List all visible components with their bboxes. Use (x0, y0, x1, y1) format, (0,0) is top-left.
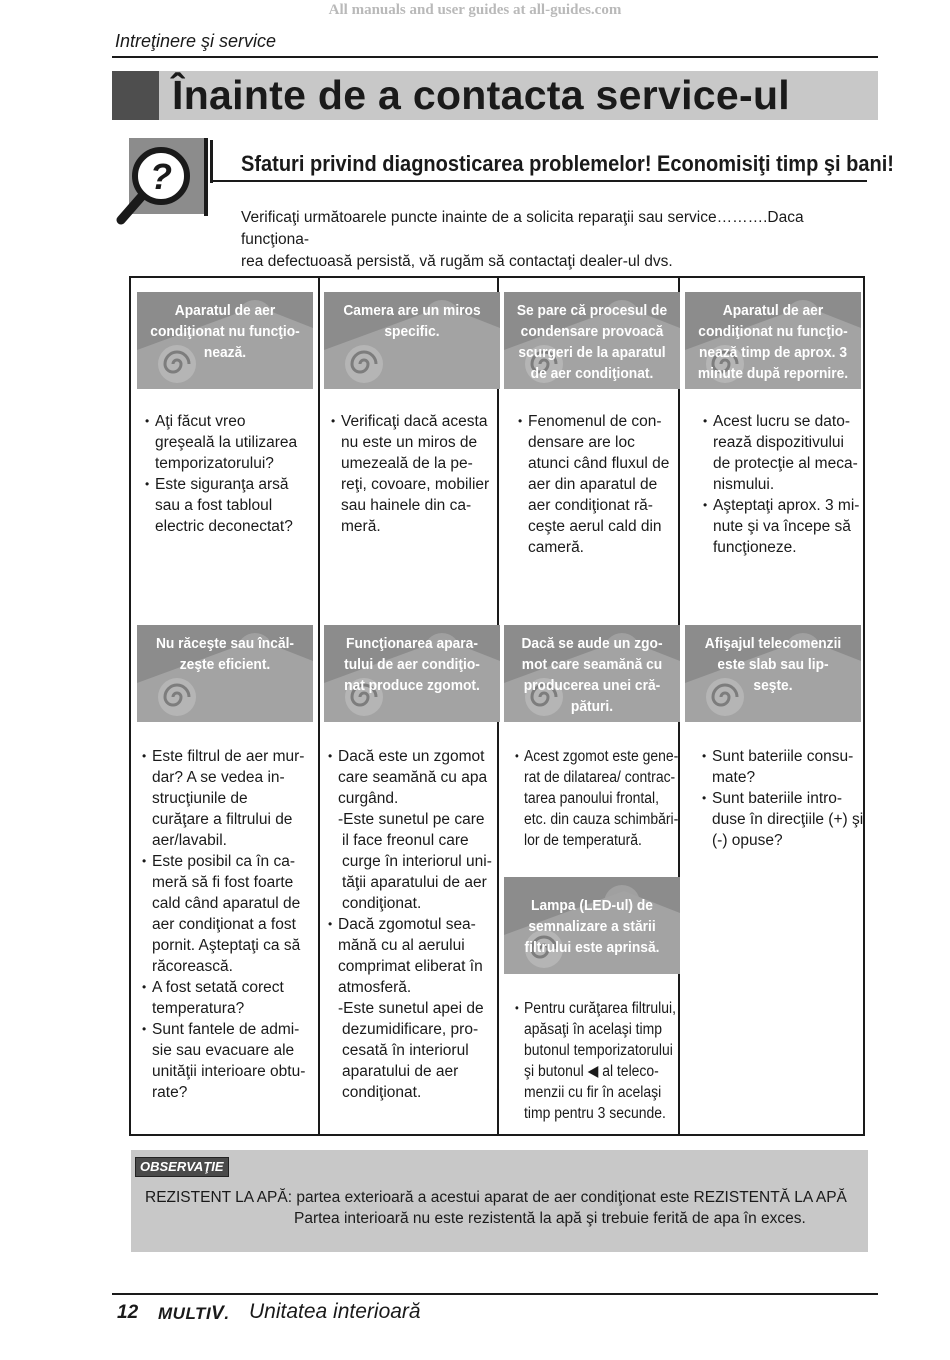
list-item: apăsaţi în acelaşi timp (524, 1021, 663, 1038)
list-item: dezumidificare, pro- (342, 1021, 479, 1038)
list-item: rate? (152, 1084, 188, 1101)
page-number: 12 (117, 1302, 139, 1323)
header-line: seşte. (753, 677, 793, 694)
note-badge: OBSERVAŢIE (135, 1157, 229, 1177)
list-item: lor de temperatură. (524, 832, 642, 849)
list-item: cameră. (528, 539, 584, 556)
list-item: aer condiţionat ră- (528, 497, 653, 514)
list-item: dar? A se vedea in- (152, 769, 285, 786)
header-line: nează. (203, 344, 247, 361)
list-item: curgând. (338, 790, 399, 807)
list-item: condiţionat. (342, 895, 422, 912)
list-item: rează dispozitivului (713, 434, 844, 451)
header-line: Dacă se aude un zgo- (521, 635, 663, 652)
list-item: • Este filtrul de aer mur- (142, 746, 305, 767)
solution-list (518, 411, 669, 558)
list-item: atunci când fluxul de (528, 455, 670, 472)
header-line: scurgeri de la aparatul (518, 344, 666, 361)
column-divider (318, 276, 320, 1136)
header-line: nat produce zgomot. (344, 677, 480, 694)
list-item: • Dacă zgomotul sea- (328, 914, 492, 935)
list-item: sau a fost tabloul (155, 497, 273, 514)
list-item: butonul temporizatorului (524, 1042, 673, 1059)
list-item: rat de dilatarea/ contrac- (524, 769, 676, 786)
header-line: nează timp de aprox. 3 (698, 344, 848, 361)
solution-list (328, 746, 492, 1103)
list-item: electric deconectat? (155, 518, 293, 535)
header-line: pături. (570, 698, 614, 715)
problem-header-filter-led (504, 877, 680, 974)
list-item: condiţionat. (342, 1084, 422, 1101)
footer-rule (112, 1293, 878, 1295)
subheading-underline (210, 180, 867, 182)
list-item: sie sau evacuare ale (152, 1042, 295, 1059)
list-item: atmosferă. (338, 979, 412, 996)
brand-main: MULTI (158, 1304, 212, 1323)
list-item: • Verificaţi dacă acesta (331, 411, 489, 432)
list-item: (-) opuse? (712, 832, 783, 849)
header-line: mot care seamănă cu (521, 656, 663, 673)
list-item: mate? (712, 769, 756, 786)
list-item: • Sunt bateriile intro- (702, 788, 863, 809)
list-item: cesată în interiorul (342, 1042, 469, 1059)
list-item: • Acest lucru se dato- (703, 411, 859, 432)
problem-header-noise (324, 625, 500, 722)
header-rule (112, 56, 878, 58)
list-item: menzii cu fir în acelaşi (524, 1084, 662, 1101)
list-item: ceşte aerul cald din (528, 518, 662, 535)
solution-list (515, 746, 678, 851)
list-item: funcţioneze. (713, 539, 797, 556)
list-item: • Sunt fantele de admi- (142, 1019, 305, 1040)
list-item: nu este un miros de (341, 434, 478, 451)
list-item: aer condiţionat a fost (152, 916, 296, 933)
solution-list (142, 746, 305, 1103)
list-item: • Este posibil ca în ca- (142, 851, 305, 872)
list-item: • Este siguranţa arsă (145, 474, 297, 495)
list-item: nismului. (713, 476, 775, 493)
list-item: temporizatorului? (155, 455, 274, 472)
brand-dot: . (224, 1304, 230, 1323)
list-item: aparatului de aer (342, 1063, 459, 1080)
note-text: Partea interioară nu este rezistentă la apă şi trebuie ferită de apa în exces. (294, 1210, 806, 1227)
header-line: Camera are un miros (343, 302, 481, 319)
header-line: Lampa (LED-ul) de (531, 897, 653, 914)
list-item: duse în direcţiile (+) şi (712, 811, 864, 828)
list-item: greşeală la utilizarea (155, 434, 298, 451)
list-item: aer/lavabil. (152, 832, 227, 849)
intro-paragraph (241, 207, 871, 273)
header-line: specific. (384, 323, 440, 340)
header-line: Nu răceşte sau încăl- (155, 635, 295, 652)
problem-header-condensation (504, 292, 680, 389)
section-label: Intreţinere şi service (115, 31, 277, 51)
list-item: etc. din cauza schimbări- (524, 811, 679, 828)
header-line: de aer condiţionat. (530, 365, 654, 382)
solution-list (145, 411, 297, 537)
solution-list (331, 411, 489, 537)
brand-v: V (211, 1303, 225, 1324)
problem-header-odor (324, 292, 500, 389)
solution-list (703, 411, 859, 558)
solution-list (702, 746, 863, 851)
list-item: curăţare a filtrului de (152, 811, 293, 828)
brand-logo (158, 1303, 230, 1325)
list-item: • Aşteptaţi aprox. 3 mi- (703, 495, 859, 516)
list-item: • Sunt bateriile consu- (702, 746, 863, 767)
list-item: de protecţie al meca- (713, 455, 858, 472)
page-title: Înainte de a contacta service-ul (172, 72, 790, 118)
footer-title: Unitatea interioară (249, 1300, 421, 1323)
list-item: aer din aparatul de (528, 476, 658, 493)
header-line: este slab sau lip- (717, 656, 829, 673)
intro-line: rea defectuoasă persistă, vă rugăm să contactaţi dealer-ul dvs. (241, 253, 673, 270)
list-item: strucţiunile de (152, 790, 248, 807)
problem-header-cooling (137, 625, 313, 722)
list-item: tăţii aparatului de aer (342, 874, 487, 891)
list-item: timp pentru 3 secunde. (524, 1105, 666, 1122)
list-item: meră să fi fost foarte (152, 874, 294, 891)
header-line: condiţionat nu funcţio- (150, 323, 300, 340)
list-item: temperatura? (152, 1000, 245, 1017)
list-item: • Aţi făcut vreo (145, 411, 297, 432)
list-item: cald când aparatul de (152, 895, 301, 912)
list-item: • A fost setată corect (142, 977, 305, 998)
list-item: reţi, covoare, mobilier (341, 476, 490, 493)
intro-line: Verificaţi următoarele puncte inainte de a solicita reparaţii sau service……….Daca funcţiona- (241, 209, 804, 248)
list-item: şi butonul ◀ al teleco- (524, 1063, 659, 1080)
list-item: • Pentru curăţarea filtrului, (515, 998, 676, 1019)
header-line: Funcţionarea apara- (346, 635, 478, 652)
watermark: All manuals and user guides at all-guides.com (328, 2, 622, 18)
header-line: condiţionat nu funcţio- (698, 323, 848, 340)
svg-text:?: ? (150, 156, 172, 197)
list-item: • Dacă este un zgomot (328, 746, 492, 767)
header-line: semnalizare a stării (528, 918, 656, 935)
problem-header-not-working (137, 292, 313, 389)
problem-header-remote-display (685, 625, 861, 722)
list-item: nute şi va începe să (713, 518, 851, 535)
subheading-rule (210, 140, 213, 183)
header-line: zeşte eficient. (179, 656, 271, 673)
title-accent-block (112, 71, 159, 120)
list-item: sau hainele din ca- (341, 497, 472, 514)
problem-header-cracking (504, 625, 680, 722)
list-item: meră. (341, 518, 381, 535)
problem-header-restart-delay (685, 292, 861, 389)
solution-list (515, 998, 676, 1124)
list-item: comprimat eliberat în (338, 958, 483, 975)
list-item: densare are loc (528, 434, 635, 451)
header-line: Se pare că procesul de (516, 302, 668, 319)
header-line: Aparatul de aer (722, 302, 824, 319)
list-item: • Acest zgomot este gene- (515, 746, 678, 767)
list-item: • Fenomenul de con- (518, 411, 669, 432)
list-item: răcorească. (152, 958, 233, 975)
list-item: unităţii interioare obtu- (152, 1063, 306, 1080)
header-line: tului de aer condiţio- (344, 656, 480, 673)
list-item: pornit. Aşteptaţi ca să (152, 937, 301, 954)
magnifier-question-icon (115, 138, 215, 228)
list-item: tarea panoului frontal, (524, 790, 659, 807)
header-line: producerea unei cră- (523, 677, 661, 694)
list-item: mănă cu al aerului (338, 937, 465, 954)
header-line: Afişajul telecomenzii (704, 635, 842, 652)
list-item: umezeală de la pe- (341, 455, 473, 472)
list-item: il face freonul care (342, 832, 469, 849)
list-item: -Este sunetul pe care (338, 811, 485, 828)
header-line: condensare provoacă (520, 323, 664, 340)
subheading: Sfaturi privind diagnosticarea problemelor! Economisiţi timp şi bani! (241, 151, 894, 176)
note-text: REZISTENT LA APĂ: partea exterioară a acestui aparat de aer condiţionat este REZISTENTĂ LA APĂ (145, 1189, 847, 1206)
header-line: filtrului este aprinsă. (524, 939, 660, 956)
list-item: care seamănă cu apa (338, 769, 488, 786)
header-line: minute după repornire. (697, 365, 849, 382)
header-line: Aparatul de aer (174, 302, 276, 319)
list-item: curge în interiorul uni- (342, 853, 492, 870)
list-item: -Este sunetul apei de (338, 1000, 484, 1017)
